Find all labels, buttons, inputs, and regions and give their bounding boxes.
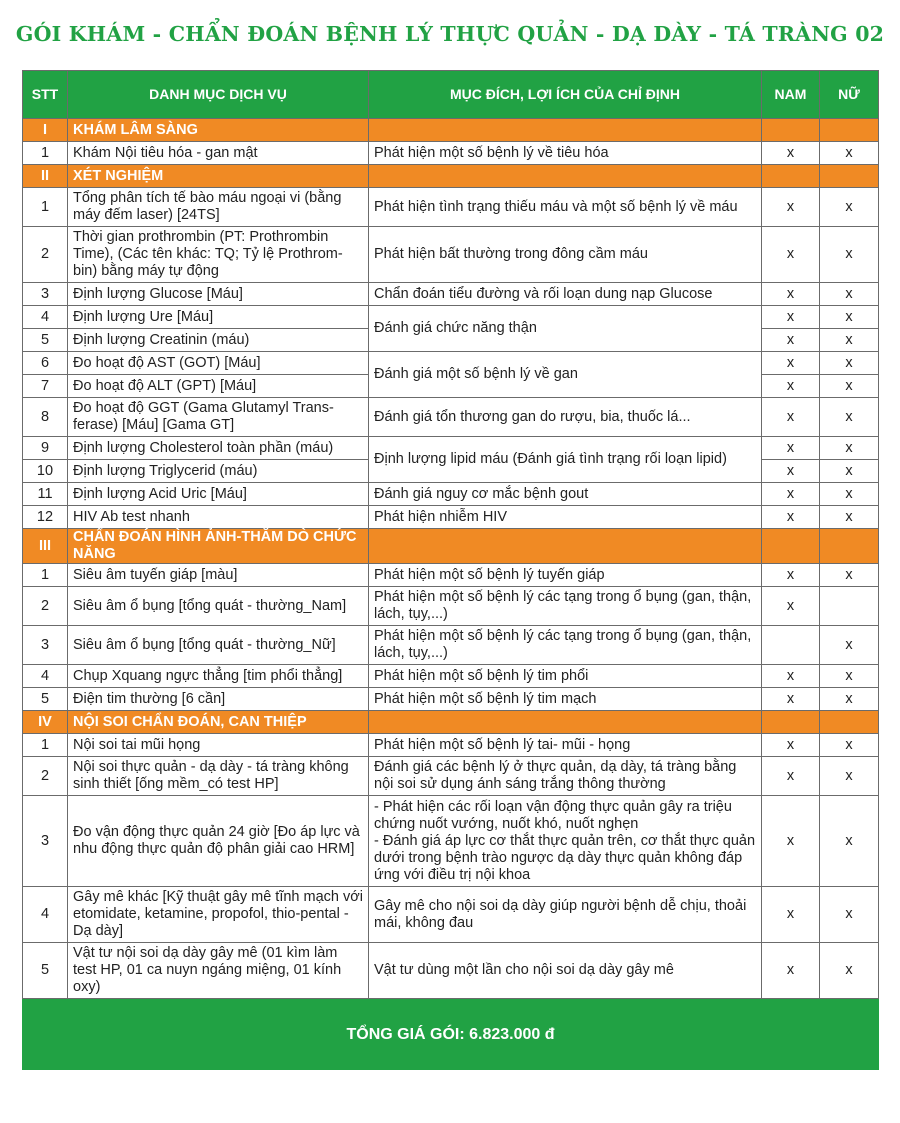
row-purpose bbox=[369, 796, 762, 887]
row-stt: 4 bbox=[23, 887, 68, 943]
table-row bbox=[23, 796, 879, 887]
row-service: Vật tư nội soi dạ dày gây mê (01 kìm làm test HP, 01 ca nuyn ngáng miệng, 01 kính oxy) bbox=[68, 943, 369, 999]
row-female: x bbox=[820, 352, 879, 375]
table-header-row bbox=[23, 71, 879, 119]
table-row bbox=[23, 188, 879, 227]
row-service: Siêu âm tuyến giáp [màu] bbox=[68, 564, 369, 587]
row-male: x bbox=[762, 142, 820, 165]
row-female: x bbox=[820, 796, 879, 887]
row-female: x bbox=[820, 283, 879, 306]
row-stt: 5 bbox=[23, 943, 68, 999]
row-service: Đo hoạt độ AST (GOT) [Máu] bbox=[68, 352, 369, 375]
row-service: Đo vận động thực quản 24 giờ [Đo áp lực và nhu động thực quản độ phân giải cao HRM] bbox=[68, 796, 369, 887]
row-purpose: Đánh giá chức năng thận bbox=[369, 306, 762, 352]
row-female: x bbox=[820, 188, 879, 227]
row-stt: 3 bbox=[23, 796, 68, 887]
row-service: Thời gian prothrombin (PT: Prothrombin Time), (Các tên khác: TQ; Tỷ lệ Prothrom-bin) bằng máy tự động bbox=[68, 227, 369, 283]
row-female: x bbox=[820, 665, 879, 688]
row-service: Chụp Xquang ngực thẳng [tim phổi thẳng] bbox=[68, 665, 369, 688]
header-female: NỮ bbox=[820, 71, 879, 119]
section-row bbox=[23, 711, 879, 734]
row-female: x bbox=[820, 564, 879, 587]
table-row bbox=[23, 665, 879, 688]
row-male bbox=[762, 626, 820, 665]
row-stt: 4 bbox=[23, 306, 68, 329]
row-purpose: Đánh giá các bệnh lý ở thực quản, dạ dày, tá tràng bằng nội soi sử dụng ánh sáng trắng thông thường bbox=[369, 757, 762, 796]
row-service: Định lượng Glucose [Máu] bbox=[68, 283, 369, 306]
table-row bbox=[23, 398, 879, 437]
row-service: HIV Ab test nhanh bbox=[68, 506, 369, 529]
row-female: x bbox=[820, 398, 879, 437]
row-male: x bbox=[762, 460, 820, 483]
row-service: Khám Nội tiêu hóa - gan mật bbox=[68, 142, 369, 165]
table-row bbox=[23, 887, 879, 943]
row-female: x bbox=[820, 375, 879, 398]
row-stt: 3 bbox=[23, 626, 68, 665]
section-row bbox=[23, 119, 879, 142]
row-purpose: Phát hiện bất thường trong đông cầm máu bbox=[369, 227, 762, 283]
total-price: TỔNG GIÁ GÓI: 6.823.000 đ bbox=[23, 999, 879, 1070]
section-name: CHẨN ĐOÁN HÌNH ẢNH-THĂM DÒ CHỨC NĂNG bbox=[68, 529, 369, 564]
section-number: IV bbox=[23, 711, 68, 734]
table-row bbox=[23, 352, 879, 375]
row-stt: 2 bbox=[23, 587, 68, 626]
row-female: x bbox=[820, 734, 879, 757]
table-row bbox=[23, 506, 879, 529]
row-stt: 1 bbox=[23, 142, 68, 165]
section-name: NỘI SOI CHẨN ĐOÁN, CAN THIỆP bbox=[68, 711, 369, 734]
table-row bbox=[23, 734, 879, 757]
row-service: Tổng phân tích tế bào máu ngoại vi (bằng máy đếm laser) [24TS] bbox=[68, 188, 369, 227]
section-number: I bbox=[23, 119, 68, 142]
page-title: GÓI KHÁM - CHẨN ĐOÁN BỆNH LÝ THỰC QUẢN - DẠ DÀY - TÁ TRÀNG 02 bbox=[15, 22, 885, 46]
row-purpose: Định lượng lipid máu (Đánh giá tình trạng rối loạn lipid) bbox=[369, 437, 762, 483]
row-service: Định lượng Cholesterol toàn phần (máu) bbox=[68, 437, 369, 460]
row-stt: 12 bbox=[23, 506, 68, 529]
row-stt: 4 bbox=[23, 665, 68, 688]
row-service: Đo hoạt độ GGT (Gama Glutamyl Trans-ferase) [Máu] [Gama GT] bbox=[68, 398, 369, 437]
row-stt: 2 bbox=[23, 227, 68, 283]
row-male: x bbox=[762, 688, 820, 711]
section-row bbox=[23, 529, 879, 564]
row-purpose: Vật tư dùng một lần cho nội soi dạ dày gây mê bbox=[369, 943, 762, 999]
row-stt: 3 bbox=[23, 283, 68, 306]
table-row bbox=[23, 688, 879, 711]
table-row bbox=[23, 587, 879, 626]
table-row bbox=[23, 626, 879, 665]
row-male: x bbox=[762, 757, 820, 796]
row-service: Siêu âm ổ bụng [tổng quát - thường_Nam] bbox=[68, 587, 369, 626]
section-number: III bbox=[23, 529, 68, 564]
row-service: Nội soi thực quản - dạ dày - tá tràng không sinh thiết [ống mềm_có test HP] bbox=[68, 757, 369, 796]
row-female: x bbox=[820, 626, 879, 665]
row-service: Định lượng Ure [Máu] bbox=[68, 306, 369, 329]
row-female: x bbox=[820, 460, 879, 483]
row-service: Siêu âm ổ bụng [tổng quát - thường_Nữ] bbox=[68, 626, 369, 665]
table-row bbox=[23, 306, 879, 329]
row-male: x bbox=[762, 734, 820, 757]
row-purpose: Chẩn đoán tiểu đường và rối loạn dung nạp Glucose bbox=[369, 283, 762, 306]
row-male: x bbox=[762, 375, 820, 398]
section-name: KHÁM LÂM SÀNG bbox=[68, 119, 369, 142]
row-male: x bbox=[762, 437, 820, 460]
header-purpose: MỤC ĐÍCH, LỢI ÍCH CỦA CHỈ ĐỊNH bbox=[369, 71, 762, 119]
section-number: II bbox=[23, 165, 68, 188]
table-row bbox=[23, 437, 879, 460]
row-male: x bbox=[762, 398, 820, 437]
row-female: x bbox=[820, 688, 879, 711]
row-stt: 10 bbox=[23, 460, 68, 483]
row-male: x bbox=[762, 329, 820, 352]
row-female: x bbox=[820, 329, 879, 352]
header-stt: STT bbox=[23, 71, 68, 119]
row-stt: 1 bbox=[23, 188, 68, 227]
row-purpose: Phát hiện một số bệnh lý về tiêu hóa bbox=[369, 142, 762, 165]
row-stt: 11 bbox=[23, 483, 68, 506]
row-purpose: Phát hiện một số bệnh lý các tạng trong ổ bụng (gan, thận, lách, tụy,...) bbox=[369, 626, 762, 665]
table-row bbox=[23, 142, 879, 165]
row-stt: 9 bbox=[23, 437, 68, 460]
row-purpose: Đánh giá nguy cơ mắc bệnh gout bbox=[369, 483, 762, 506]
row-female: x bbox=[820, 506, 879, 529]
row-male: x bbox=[762, 943, 820, 999]
row-female: x bbox=[820, 227, 879, 283]
row-purpose: Phát hiện tình trạng thiếu máu và một số bệnh lý về máu bbox=[369, 188, 762, 227]
header-service: DANH MỤC DỊCH VỤ bbox=[68, 71, 369, 119]
row-male: x bbox=[762, 665, 820, 688]
total-row bbox=[23, 999, 879, 1070]
header-male: NAM bbox=[762, 71, 820, 119]
section-name: XÉT NGHIỆM bbox=[68, 165, 369, 188]
row-stt: 8 bbox=[23, 398, 68, 437]
row-service: Gây mê khác [Kỹ thuật gây mê tĩnh mạch với etomidate, ketamine, propofol, thio-pental - Dạ dày] bbox=[68, 887, 369, 943]
table-row bbox=[23, 564, 879, 587]
row-female: x bbox=[820, 306, 879, 329]
row-stt: 1 bbox=[23, 564, 68, 587]
table-row bbox=[23, 483, 879, 506]
row-male: x bbox=[762, 283, 820, 306]
row-purpose: Phát hiện một số bệnh lý tai- mũi - họng bbox=[369, 734, 762, 757]
row-female: x bbox=[820, 887, 879, 943]
row-purpose: Phát hiện nhiễm HIV bbox=[369, 506, 762, 529]
row-stt: 7 bbox=[23, 375, 68, 398]
row-female: x bbox=[820, 943, 879, 999]
row-male: x bbox=[762, 227, 820, 283]
table-row bbox=[23, 943, 879, 999]
row-male: x bbox=[762, 564, 820, 587]
row-female: x bbox=[820, 142, 879, 165]
row-male: x bbox=[762, 587, 820, 626]
row-male: x bbox=[762, 483, 820, 506]
purpose-line: - Phát hiện các rối loạn vận động thực quản gây ra triệu chứng nuốt vướng, nuốt khó, nuốt nghẹn bbox=[374, 798, 732, 832]
row-stt: 5 bbox=[23, 329, 68, 352]
row-female: x bbox=[820, 757, 879, 796]
row-purpose: Đánh giá tổn thương gan do rượu, bia, thuốc lá... bbox=[369, 398, 762, 437]
row-stt: 2 bbox=[23, 757, 68, 796]
row-purpose: Đánh giá một số bệnh lý về gan bbox=[369, 352, 762, 398]
row-purpose: Phát hiện một số bệnh lý tim phổi bbox=[369, 665, 762, 688]
row-female bbox=[820, 587, 879, 626]
row-female: x bbox=[820, 437, 879, 460]
row-service: Điện tim thường [6 cần] bbox=[68, 688, 369, 711]
row-purpose: Phát hiện một số bệnh lý tim mạch bbox=[369, 688, 762, 711]
table-row bbox=[23, 227, 879, 283]
row-male: x bbox=[762, 352, 820, 375]
row-service: Nội soi tai mũi họng bbox=[68, 734, 369, 757]
row-male: x bbox=[762, 796, 820, 887]
row-male: x bbox=[762, 887, 820, 943]
row-purpose: Phát hiện một số bệnh lý tuyến giáp bbox=[369, 564, 762, 587]
row-stt: 6 bbox=[23, 352, 68, 375]
row-service: Đo hoạt độ ALT (GPT) [Máu] bbox=[68, 375, 369, 398]
table-row bbox=[23, 283, 879, 306]
row-purpose: Gây mê cho nội soi dạ dày giúp người bệnh dễ chịu, thoải mái, không đau bbox=[369, 887, 762, 943]
row-service: Định lượng Acid Uric [Máu] bbox=[68, 483, 369, 506]
row-male: x bbox=[762, 306, 820, 329]
row-service: Định lượng Creatinin (máu) bbox=[68, 329, 369, 352]
row-stt: 5 bbox=[23, 688, 68, 711]
row-male: x bbox=[762, 188, 820, 227]
service-table bbox=[22, 70, 879, 1070]
row-male: x bbox=[762, 506, 820, 529]
row-stt: 1 bbox=[23, 734, 68, 757]
row-female: x bbox=[820, 483, 879, 506]
row-purpose: Phát hiện một số bệnh lý các tạng trong ổ bụng (gan, thận, lách, tụy,...) bbox=[369, 587, 762, 626]
section-row bbox=[23, 165, 879, 188]
table-row bbox=[23, 757, 879, 796]
row-service: Định lượng Triglycerid (máu) bbox=[68, 460, 369, 483]
purpose-line: - Đánh giá áp lực cơ thắt thực quản trên, cơ thắt thực quản dưới trong bệnh trào ngược dạ dày thực quản không đáp ứng với điều trị nội khoa bbox=[374, 832, 756, 883]
